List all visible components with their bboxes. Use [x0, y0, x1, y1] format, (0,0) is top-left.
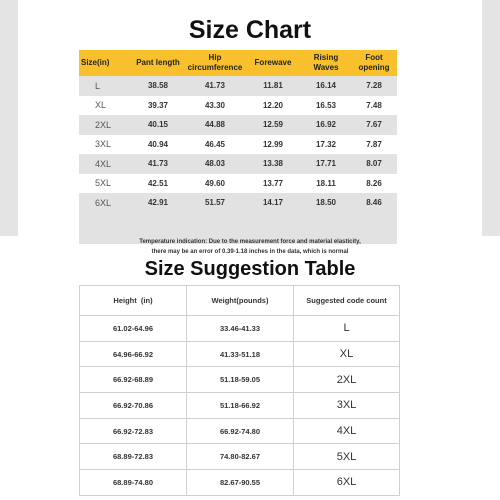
weight-cell: 41.33-51.18: [187, 341, 294, 367]
hip-cell: 43.30: [185, 96, 245, 116]
code-cell: L: [294, 316, 400, 342]
pant-length-cell: 38.58: [131, 76, 185, 96]
size-cell: L: [79, 76, 131, 96]
foot-opening-cell: 7.48: [351, 96, 397, 116]
size-suggestion-table: [79, 285, 400, 496]
hip-cell: 51.57: [185, 193, 245, 213]
size-suggestion-title: Size Suggestion Table: [144, 258, 356, 280]
foot-opening-cell: 7.28: [351, 76, 397, 96]
rising-waves-cell: 18.11: [301, 174, 351, 194]
height-cell: 68.89-72.83: [80, 444, 187, 470]
size-cell: 4XL: [79, 154, 131, 174]
header-foot-opening: Foot opening: [351, 50, 397, 76]
measurement-note-line1: Temperature indication: Due to the measurement force and material elasticity,: [139, 239, 361, 245]
table-row: [80, 418, 400, 444]
code-cell: 4XL: [294, 418, 400, 444]
forewave-cell: 14.17: [245, 193, 301, 213]
foot-opening-cell: 7.87: [351, 135, 397, 155]
table-row: [80, 341, 400, 367]
pant-length-cell: 42.91: [131, 193, 185, 213]
header-suggested-code: Suggested code count: [294, 286, 400, 316]
header-height: Height (in): [80, 286, 187, 316]
height-cell: 61.02-64.96: [80, 316, 187, 342]
code-cell: 3XL: [294, 393, 400, 419]
weight-cell: 51.18-59.05: [187, 367, 294, 393]
header-forewave: Forewave: [245, 50, 301, 76]
table-row: [80, 367, 400, 393]
table-row: [80, 470, 400, 496]
size-chart-table: [79, 50, 397, 244]
pant-length-cell: 42.51: [131, 174, 185, 194]
table-row: [79, 96, 397, 116]
height-cell: 66.92-72.83: [80, 418, 187, 444]
code-cell: 5XL: [294, 444, 400, 470]
table-row: [79, 115, 397, 135]
weight-cell: 66.92-74.80: [187, 418, 294, 444]
foot-opening-cell: 8.07: [351, 154, 397, 174]
pant-length-cell: 41.73: [131, 154, 185, 174]
header-weight: Weight(pounds): [187, 286, 294, 316]
rising-waves-cell: 18.50: [301, 193, 351, 213]
hip-cell: 46.45: [185, 135, 245, 155]
forewave-cell: 13.77: [245, 174, 301, 194]
forewave-cell: 13.38: [245, 154, 301, 174]
rising-waves-cell: 17.32: [301, 135, 351, 155]
size-cell: 3XL: [79, 135, 131, 155]
code-cell: XL: [294, 341, 400, 367]
header-hip-circumference: Hip circumference: [185, 50, 245, 76]
height-cell: 68.89-74.80: [80, 470, 187, 496]
table-row: [79, 135, 397, 155]
weight-cell: 82.67-90.55: [187, 470, 294, 496]
header-size: Size(in): [79, 50, 131, 76]
height-cell: 66.92-70.86: [80, 393, 187, 419]
size-cell: XL: [79, 96, 131, 116]
code-cell: 6XL: [294, 470, 400, 496]
size-chart-header-row: [79, 50, 397, 76]
measurement-note-line2: there may be an error of 0.39-1.18 inches in the data, which is normal: [151, 249, 349, 255]
pant-length-cell: 40.15: [131, 115, 185, 135]
pant-length-cell: 39.37: [131, 96, 185, 116]
table-row: [80, 316, 400, 342]
size-chart-section: [0, 0, 500, 236]
code-cell: 2XL: [294, 367, 400, 393]
height-cell: 64.96-66.92: [80, 341, 187, 367]
header-pant-length: Pant length: [131, 50, 185, 76]
weight-cell: 74.80-82.67: [187, 444, 294, 470]
table-row: [79, 76, 397, 96]
forewave-cell: 12.59: [245, 115, 301, 135]
hip-cell: 41.73: [185, 76, 245, 96]
rising-waves-cell: 16.53: [301, 96, 351, 116]
rising-waves-cell: 17.71: [301, 154, 351, 174]
hip-cell: 49.60: [185, 174, 245, 194]
forewave-cell: 11.81: [245, 76, 301, 96]
header-rising-waves: Rising Waves: [301, 50, 351, 76]
hip-cell: 44.88: [185, 115, 245, 135]
foot-opening-cell: 7.67: [351, 115, 397, 135]
pant-length-cell: 40.94: [131, 135, 185, 155]
table-row: [79, 193, 397, 213]
size-cell: 5XL: [79, 174, 131, 194]
size-cell: 6XL: [79, 193, 131, 213]
rising-waves-cell: 16.92: [301, 115, 351, 135]
forewave-cell: 12.20: [245, 96, 301, 116]
weight-cell: 51.18-66.92: [187, 393, 294, 419]
size-cell: 2XL: [79, 115, 131, 135]
foot-opening-cell: 8.26: [351, 174, 397, 194]
forewave-cell: 12.99: [245, 135, 301, 155]
table-row: [80, 393, 400, 419]
foot-opening-cell: 8.46: [351, 193, 397, 213]
suggestion-header-row: [80, 286, 400, 316]
table-row: [80, 444, 400, 470]
table-row: [79, 174, 397, 194]
height-cell: 66.92-68.89: [80, 367, 187, 393]
hip-cell: 48.03: [185, 154, 245, 174]
size-chart-title: Size Chart: [188, 16, 312, 44]
table-row: [79, 154, 397, 174]
rising-waves-cell: 16.14: [301, 76, 351, 96]
weight-cell: 33.46-41.33: [187, 316, 294, 342]
